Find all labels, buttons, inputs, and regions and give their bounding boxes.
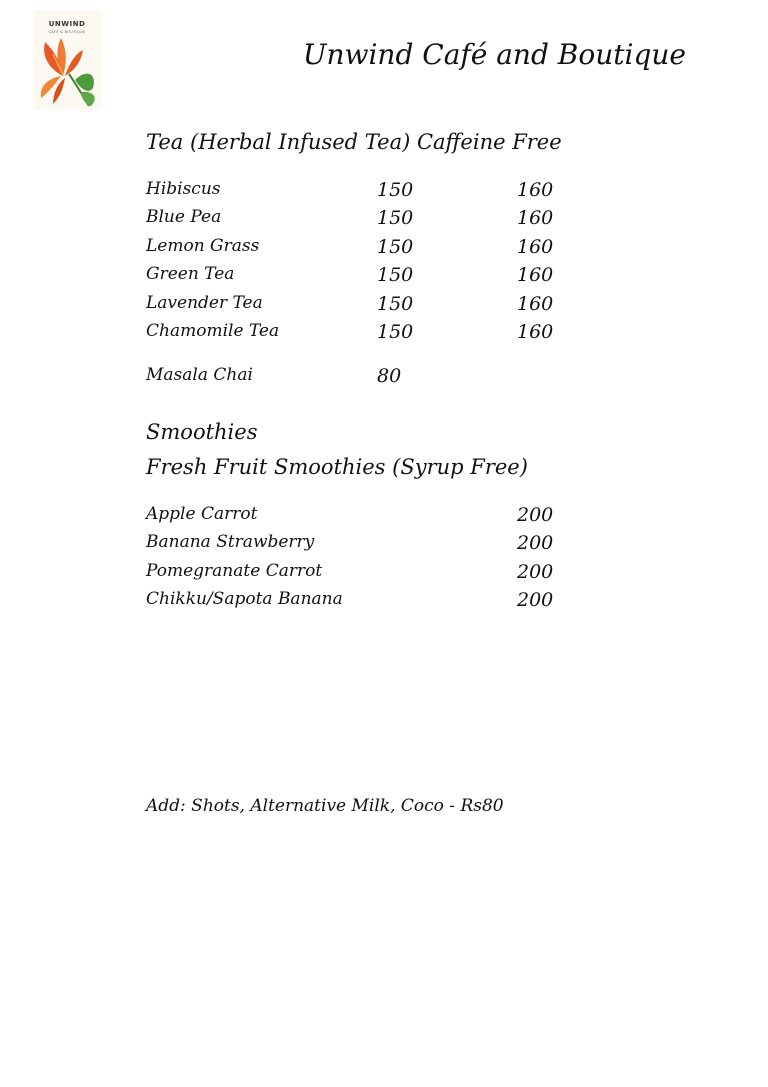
list-item	[146, 589, 606, 617]
item-name: Chamomile Tea	[146, 321, 280, 341]
item-name: Hibiscus	[146, 179, 221, 199]
item-price: 150	[377, 236, 414, 258]
item-price: 200	[517, 561, 554, 583]
item-price: 160	[517, 179, 554, 201]
item-price: 160	[517, 236, 554, 258]
addon-note: Add: Shots, Alternative Milk, Coco - Rs80	[146, 796, 504, 816]
item-price: 160	[517, 207, 554, 229]
item-name: Masala Chai	[146, 365, 253, 385]
gloriosa-lily-icon	[33, 34, 101, 110]
smoothies-subheading: Fresh Fruit Smoothies (Syrup Free)	[146, 455, 528, 479]
item-name: Chikku/Sapota Banana	[146, 589, 343, 609]
item-price: 200	[517, 504, 554, 526]
list-item	[146, 293, 606, 321]
logo-wordmark: UNWIND	[48, 20, 86, 28]
list-item	[146, 236, 606, 264]
item-price: 200	[517, 589, 554, 611]
item-price: 160	[517, 321, 554, 343]
list-item	[146, 264, 606, 292]
item-name: Pomegranate Carrot	[146, 561, 323, 581]
item-name: Blue Pea	[146, 207, 222, 227]
item-name: Banana Strawberry	[146, 532, 315, 552]
item-price: 200	[517, 532, 554, 554]
tea-heading: Tea (Herbal Infused Tea) Caffeine Free	[146, 130, 562, 154]
item-price: 150	[377, 321, 414, 343]
list-item	[146, 561, 606, 589]
item-name: Lemon Grass	[146, 236, 260, 256]
list-item	[146, 321, 606, 349]
item-name: Green Tea	[146, 264, 235, 284]
item-price: 160	[517, 293, 554, 315]
list-item	[146, 179, 606, 207]
list-item	[146, 207, 606, 235]
logo	[33, 10, 101, 110]
item-name: Lavender Tea	[146, 293, 263, 313]
item-price: 80	[377, 365, 402, 387]
item-price: 160	[517, 264, 554, 286]
list-item	[146, 532, 606, 560]
item-price: 150	[377, 179, 414, 201]
logo-tagline: CAFÉ & BOUTIQUE	[48, 30, 86, 34]
item-price: 150	[377, 207, 414, 229]
item-price: 150	[377, 293, 414, 315]
smoothies-heading: Smoothies	[146, 420, 258, 444]
item-name: Apple Carrot	[146, 504, 258, 524]
page-title: Unwind Café and Boutique	[302, 38, 686, 71]
list-item	[146, 365, 606, 393]
list-item	[146, 504, 606, 532]
item-price: 150	[377, 264, 414, 286]
